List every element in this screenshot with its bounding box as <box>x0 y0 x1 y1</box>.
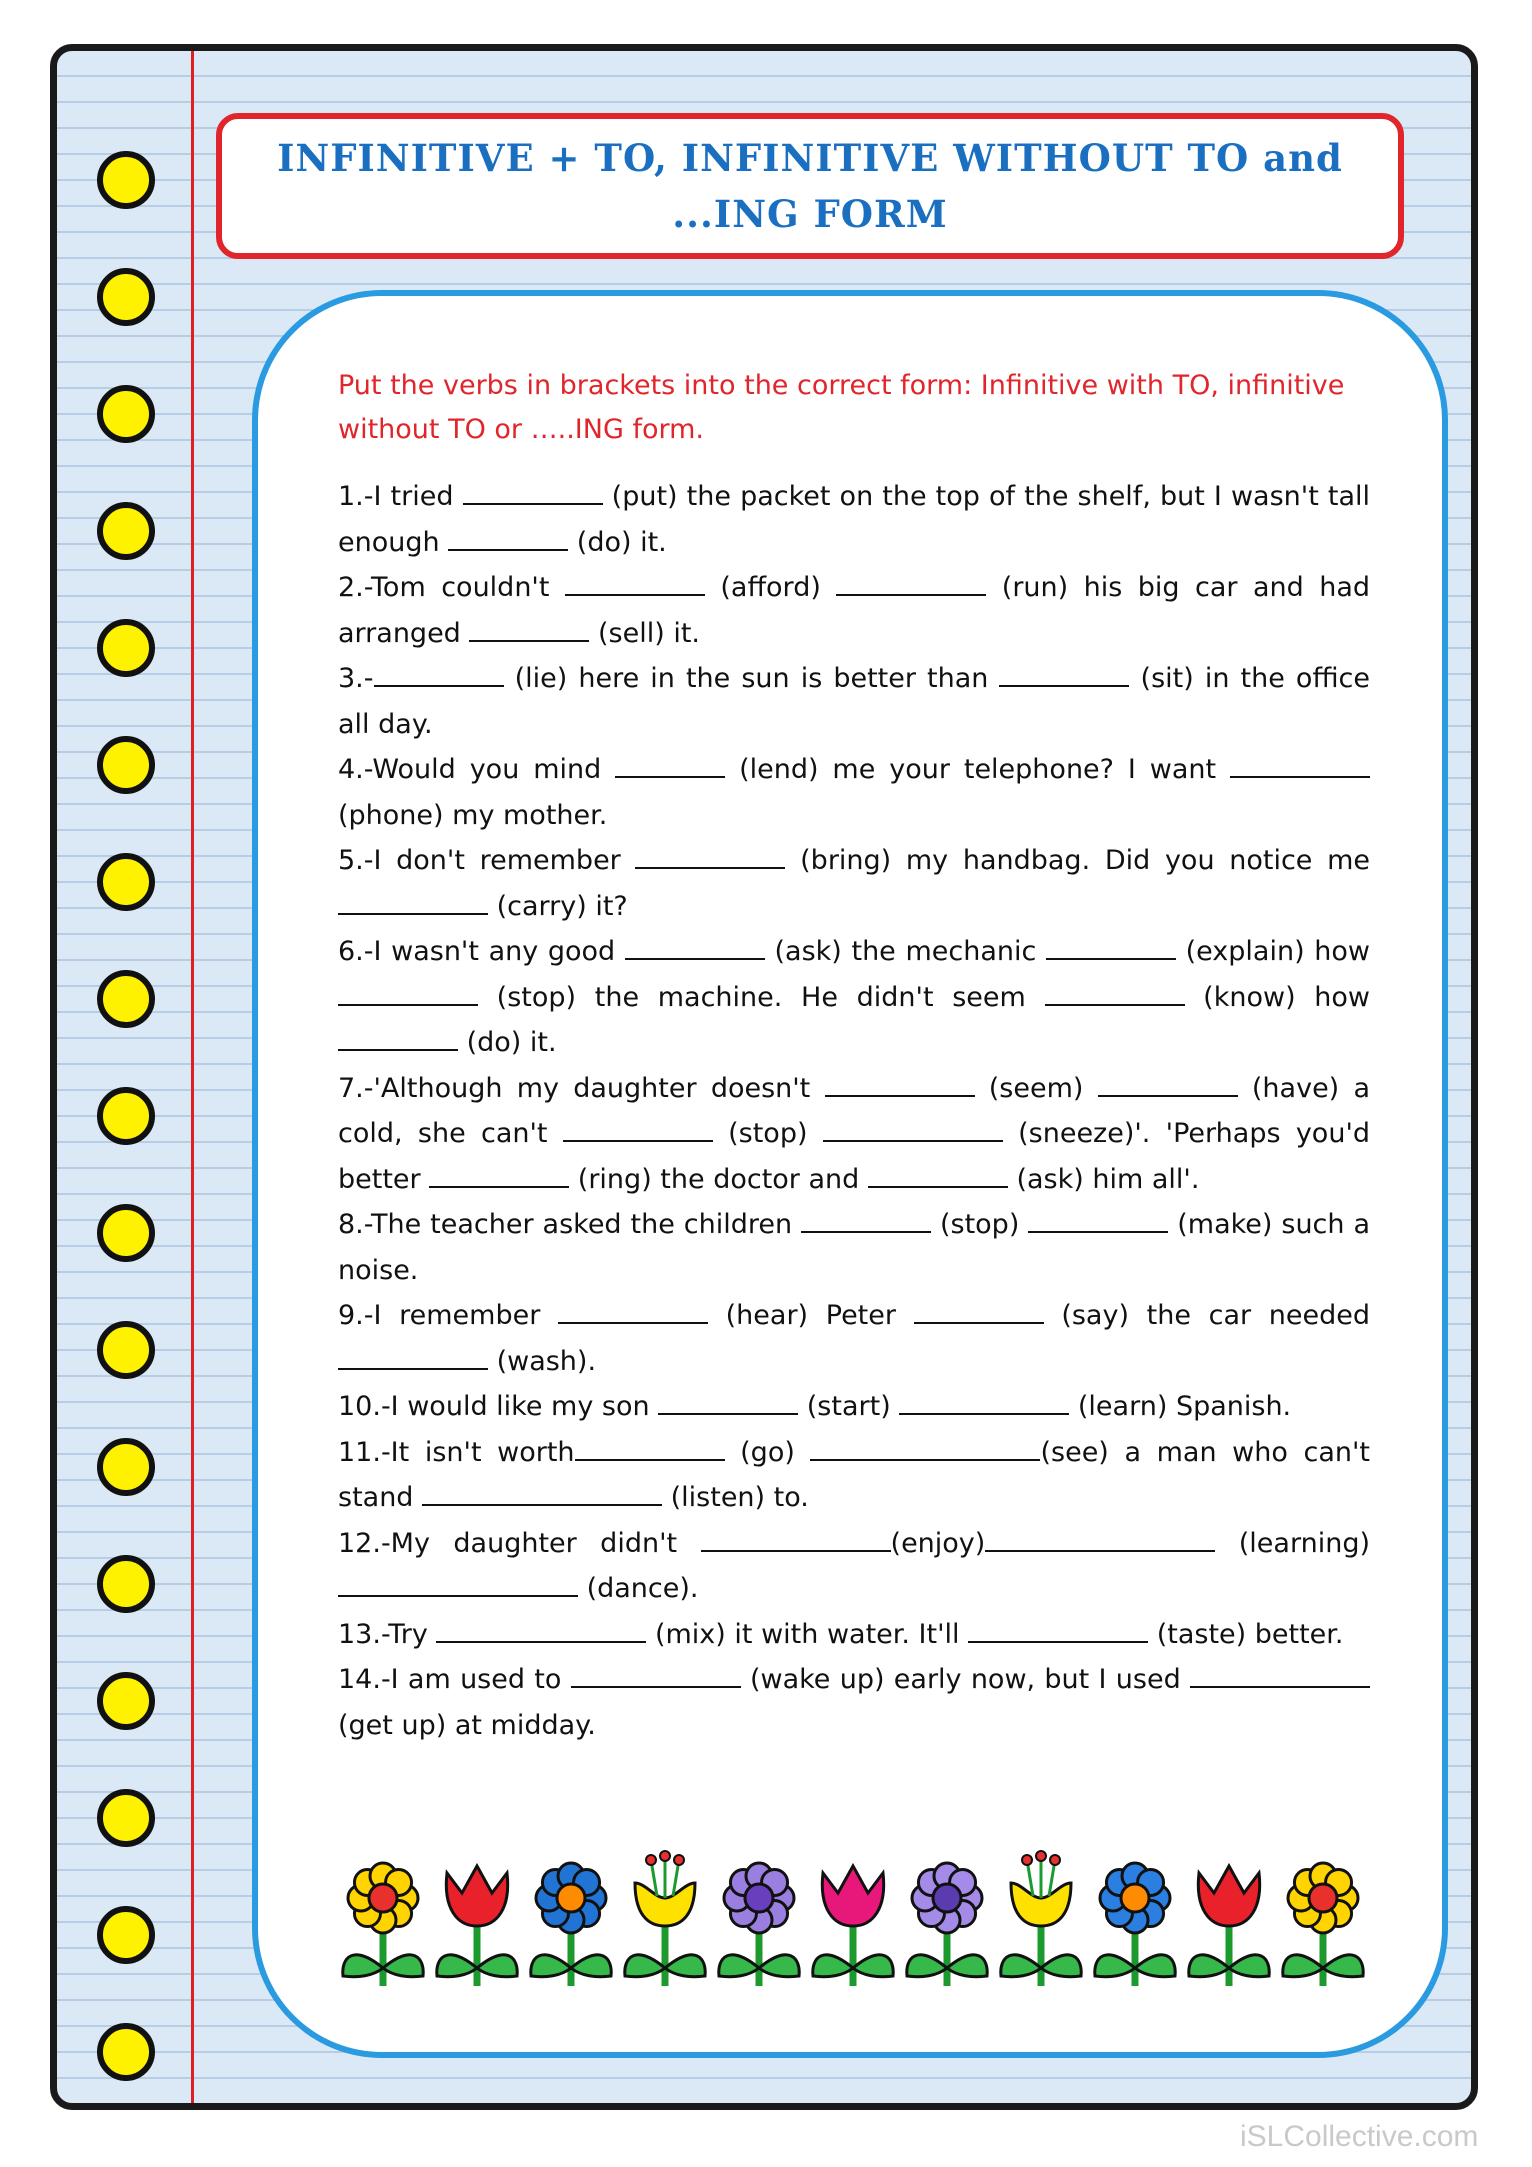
exercise-text: (carry) it? <box>488 890 628 922</box>
answer-blank[interactable] <box>1098 1073 1238 1097</box>
answer-blank[interactable] <box>823 1118 1003 1142</box>
answer-blank[interactable] <box>625 936 765 960</box>
answer-blank[interactable] <box>868 1164 1008 1188</box>
flower-row <box>338 1848 1368 1988</box>
answer-blank[interactable] <box>836 572 986 596</box>
binder-hole-icon <box>97 2023 155 2081</box>
binder-hole-icon <box>97 1672 155 1730</box>
title-line-1: INFINITIVE + TO, INFINITIVE WITHOUT TO and <box>277 136 1343 180</box>
exercise-item <box>338 1521 1370 1612</box>
exercise-text: 11.-It isn't worth <box>338 1436 575 1468</box>
answer-blank[interactable] <box>563 1118 713 1142</box>
exercise-text: (say) the car needed <box>1043 1300 1370 1331</box>
exercise-text: (go) <box>724 1436 811 1468</box>
exercise-text: (lend) me your telephone? I want <box>725 754 1230 785</box>
exercise-text: (wash). <box>488 1345 597 1377</box>
exercise-text: (phone) my mother. <box>338 799 608 831</box>
exercise-text: 2.-Tom couldn't <box>338 572 565 603</box>
exercise-text: (enjoy) <box>890 1527 986 1559</box>
binder-hole-icon <box>97 151 155 209</box>
instructions: Put the verbs in brackets into the correct form: Infinitive with TO, infinitive without TO or …..ING form. <box>338 370 1345 445</box>
binder-hole-icon <box>97 1789 155 1847</box>
exercise-item <box>338 474 1370 565</box>
exercise-item <box>338 565 1370 656</box>
tulip-flower-icon <box>813 1866 893 1986</box>
answer-blank[interactable] <box>436 1619 646 1643</box>
exercise-item <box>338 1066 1370 1203</box>
answer-blank[interactable] <box>422 1482 662 1506</box>
exercise-text: (wake up) early now, but I used <box>740 1664 1190 1695</box>
binder-hole-icon <box>97 1438 155 1496</box>
exercise-text: (learn) Spanish. <box>1069 1391 1292 1422</box>
daisy-flower-icon <box>1095 1863 1175 1986</box>
exercise-text: (learning) <box>1215 1527 1370 1559</box>
exercise-item <box>338 656 1370 747</box>
exercise-text: (listen) to. <box>662 1482 809 1513</box>
answer-blank[interactable] <box>429 1164 569 1188</box>
answer-blank[interactable] <box>338 982 478 1006</box>
answer-blank[interactable] <box>658 1391 798 1415</box>
answer-blank[interactable] <box>914 1300 1044 1324</box>
tulip-flower-icon <box>437 1866 517 1986</box>
exercise-text: 14.-I am used to <box>338 1664 571 1695</box>
lily-flower-icon <box>1001 1851 1081 1986</box>
answer-blank[interactable] <box>968 1619 1148 1643</box>
flower-border <box>338 1848 1368 1988</box>
exercise-list <box>338 474 1370 1748</box>
title-box <box>216 113 1404 259</box>
exercise-text: (do) it. <box>568 526 667 558</box>
exercise-text: (have) a cold, she can't <box>338 1072 1370 1149</box>
daisy-flower-icon <box>343 1863 423 1986</box>
answer-blank[interactable] <box>615 754 725 778</box>
answer-blank[interactable] <box>575 1437 725 1461</box>
watermark: iSLCollective.com <box>1240 2120 1479 2153</box>
exercise-text: (make) such a noise. <box>338 1209 1370 1286</box>
exercise-text: (know) how <box>1184 981 1370 1013</box>
answer-blank[interactable] <box>810 1437 1040 1461</box>
answer-blank[interactable] <box>571 1664 741 1688</box>
answer-blank[interactable] <box>899 1391 1069 1415</box>
exercise-text: (afford) <box>704 572 837 603</box>
exercise-text: 9.-I remember <box>338 1300 558 1331</box>
exercise-text: (seem) <box>974 1072 1098 1104</box>
binder-hole-icon <box>97 853 155 911</box>
answer-blank[interactable] <box>338 1573 578 1597</box>
margin-line <box>191 51 194 2103</box>
answer-blank[interactable] <box>701 1528 891 1552</box>
answer-blank[interactable] <box>463 481 603 505</box>
exercise-text: (mix) it with water. It'll <box>646 1618 969 1650</box>
exercise-panel <box>252 290 1448 2058</box>
exercise-text: (hear) Peter <box>707 1300 914 1331</box>
exercise-item <box>338 1430 1370 1521</box>
answer-blank[interactable] <box>558 1300 708 1324</box>
exercise-text: (get up) at midday. <box>338 1709 596 1741</box>
exercise-text: (dance). <box>578 1573 699 1604</box>
daisy-flower-icon <box>907 1863 987 1986</box>
exercise-text: (bring) my handbag. Did you notice me <box>785 845 1370 876</box>
exercise-text: 10.-I would like my son <box>338 1391 659 1422</box>
exercise-text: (put) the packet on the top of the shelf, but I wasn't tall enough <box>338 481 1370 558</box>
answer-blank[interactable] <box>338 1027 458 1051</box>
answer-blank[interactable] <box>469 618 589 642</box>
binder-hole-icon <box>97 619 155 677</box>
binder-hole-icon <box>97 1906 155 1964</box>
binder-hole-icon <box>97 736 155 794</box>
answer-blank[interactable] <box>1028 1209 1168 1233</box>
answer-blank[interactable] <box>338 891 488 915</box>
binder-hole-icon <box>97 1321 155 1379</box>
exercise-text: 8.-The teacher asked the children <box>338 1209 802 1240</box>
answer-blank[interactable] <box>338 1346 488 1370</box>
exercise-text: (do) it. <box>458 1027 557 1058</box>
exercise-item <box>338 1384 1370 1430</box>
exercise-text: (sell) it. <box>589 617 700 649</box>
exercise-text: (stop) <box>712 1118 823 1149</box>
exercise-text: (ring) the doctor and <box>569 1163 868 1195</box>
answer-blank[interactable] <box>635 845 785 869</box>
binder-hole-icon <box>97 268 155 326</box>
exercise-text: 13.-Try <box>338 1618 437 1650</box>
exercise-item <box>338 838 1370 929</box>
exercise-text: 5.-I don't remember <box>338 845 636 876</box>
binder-hole-icon <box>97 502 155 560</box>
answer-blank[interactable] <box>801 1209 931 1233</box>
daisy-flower-icon <box>1283 1863 1363 1986</box>
exercise-text: 7.-'Although my daughter doesn't <box>338 1072 825 1104</box>
answer-blank[interactable] <box>825 1073 975 1097</box>
exercise-text: (stop) <box>931 1209 1029 1240</box>
answer-blank[interactable] <box>999 663 1129 687</box>
exercise-item <box>338 1657 1370 1748</box>
exercise-text: 4.-Would you mind <box>338 754 616 785</box>
answer-blank[interactable] <box>1045 982 1185 1006</box>
binder-hole-icon <box>97 970 155 1028</box>
exercise-text: (see) a man who can't stand <box>338 1436 1370 1513</box>
exercise-item <box>338 1293 1370 1384</box>
binder-hole-icon <box>97 1087 155 1145</box>
tulip-flower-icon <box>1189 1866 1269 1986</box>
exercise-text: 3.- <box>338 663 374 694</box>
exercise-text: (explain) how <box>1175 936 1370 967</box>
answer-blank[interactable] <box>565 572 705 596</box>
daisy-flower-icon <box>719 1863 799 1986</box>
exercise-text: (ask) him all'. <box>1007 1163 1200 1195</box>
exercise-text: (lie) here in the sun is better than <box>503 663 1000 694</box>
exercise-text: (stop) the machine. He didn't seem <box>478 981 1045 1013</box>
answer-blank[interactable] <box>1190 1664 1370 1688</box>
exercise-text: 1.-I tried <box>338 481 463 512</box>
daisy-flower-icon <box>531 1863 611 1986</box>
exercise-item <box>338 1202 1370 1293</box>
exercise-text: (sneeze)'. 'Perhaps you'd better <box>338 1118 1370 1195</box>
binder-hole-icon <box>97 1204 155 1262</box>
binder-hole-icon <box>97 1555 155 1613</box>
exercise-text: (taste) better. <box>1148 1618 1344 1650</box>
exercise-item <box>338 1612 1370 1658</box>
binder-hole-icon <box>97 385 155 443</box>
answer-blank[interactable] <box>374 663 504 687</box>
exercise-item <box>338 929 1370 1066</box>
exercise-text: 12.-My daughter didn't <box>338 1527 701 1559</box>
answer-blank[interactable] <box>448 527 568 551</box>
title-line-2: ...ING FORM <box>672 192 948 236</box>
exercise-text: (ask) the mechanic <box>764 936 1046 967</box>
exercise-item <box>338 747 1370 838</box>
exercise-text: (sit) in the office all day. <box>338 663 1371 740</box>
lily-flower-icon <box>625 1851 705 1986</box>
answer-blank[interactable] <box>1046 936 1176 960</box>
worksheet-title <box>277 130 1343 242</box>
exercise-text: (start) <box>798 1391 900 1422</box>
exercise-text: (run) his big car and had arranged <box>338 572 1370 649</box>
exercise-text: 6.-I wasn't any good <box>338 936 625 967</box>
answer-blank[interactable] <box>1230 754 1370 778</box>
answer-blank[interactable] <box>985 1528 1215 1552</box>
